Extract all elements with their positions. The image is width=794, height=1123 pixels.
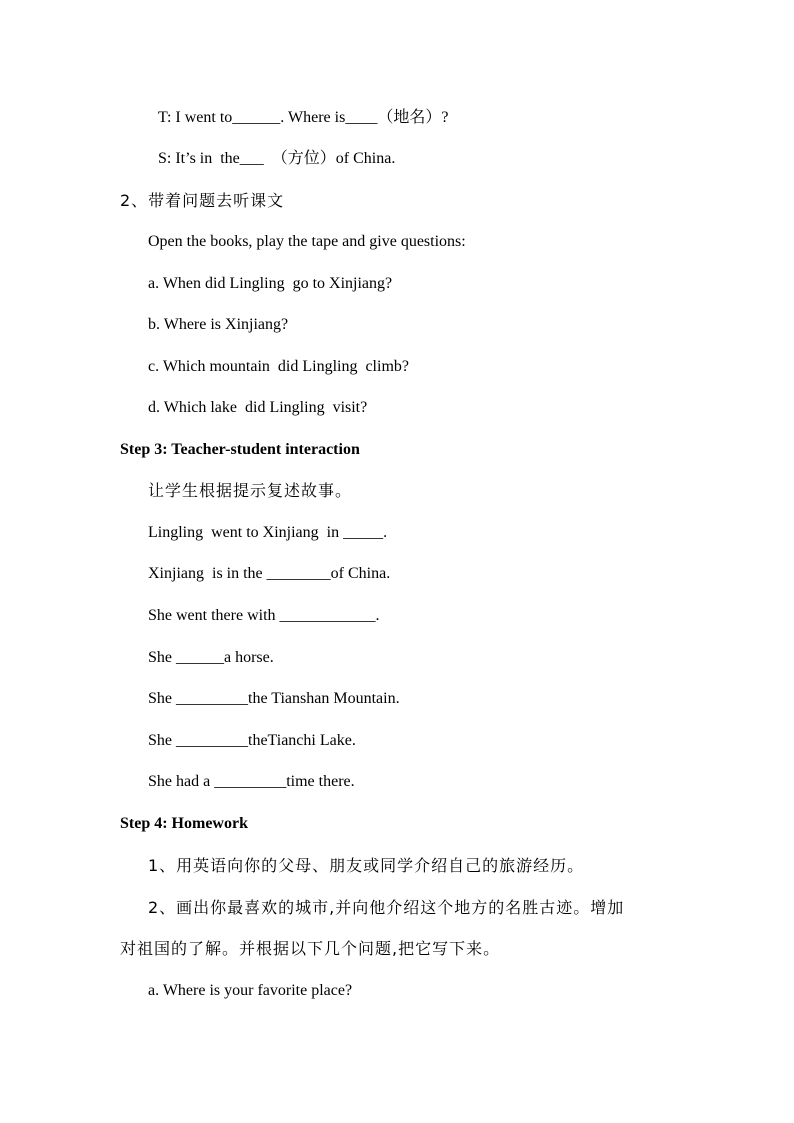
homework-item-1: 1、用英语向你的父母、朋友或同学介绍自己的旅游经历。 — [148, 856, 585, 875]
retell-line-5: She _________the Tianshan Mountain. — [148, 690, 400, 707]
step-4-heading: Step 4: Homework — [120, 815, 248, 832]
homework-question-a: a. Where is your favorite place? — [148, 982, 353, 999]
retell-line-3: She went there with ____________. — [148, 607, 380, 624]
question-a: a. When did Lingling go to Xinjiang? — [148, 275, 393, 292]
step-3-heading: Step 3: Teacher-student interaction — [120, 441, 360, 458]
question-b: b. Where is Xinjiang? — [148, 316, 289, 333]
retell-line-4: She ______a horse. — [148, 649, 274, 666]
homework-item-2: 2、画出你最喜欢的城市,并向他介绍这个地方的名胜古迹。增加 — [148, 898, 625, 917]
retell-line-1: Lingling went to Xinjiang in _____. — [148, 524, 388, 541]
retell-instruction: 让学生根据提示复述故事。 — [148, 481, 353, 500]
question-d: d. Which lake did Lingling visit? — [148, 399, 368, 416]
dialogue-line-student: S: It’s in the___ （方位）of China. — [158, 150, 396, 167]
retell-line-7: She had a _________time there. — [148, 773, 355, 790]
retell-line-2: Xinjiang is in the ________of China. — [148, 565, 391, 582]
retell-line-6: She _________theTianchi Lake. — [148, 732, 356, 749]
dialogue-line-teacher: T: I went to______. Where is____（地名）? — [158, 109, 449, 126]
question-c: c. Which mountain did Lingling climb? — [148, 358, 409, 375]
instruction-text: Open the books, play the tape and give questions: — [148, 233, 466, 250]
step-item-2: 2、带着问题去听课文 — [120, 191, 285, 210]
homework-item-2-cont: 对祖国的了解。并根据以下几个问题,把它写下来。 — [120, 939, 501, 958]
